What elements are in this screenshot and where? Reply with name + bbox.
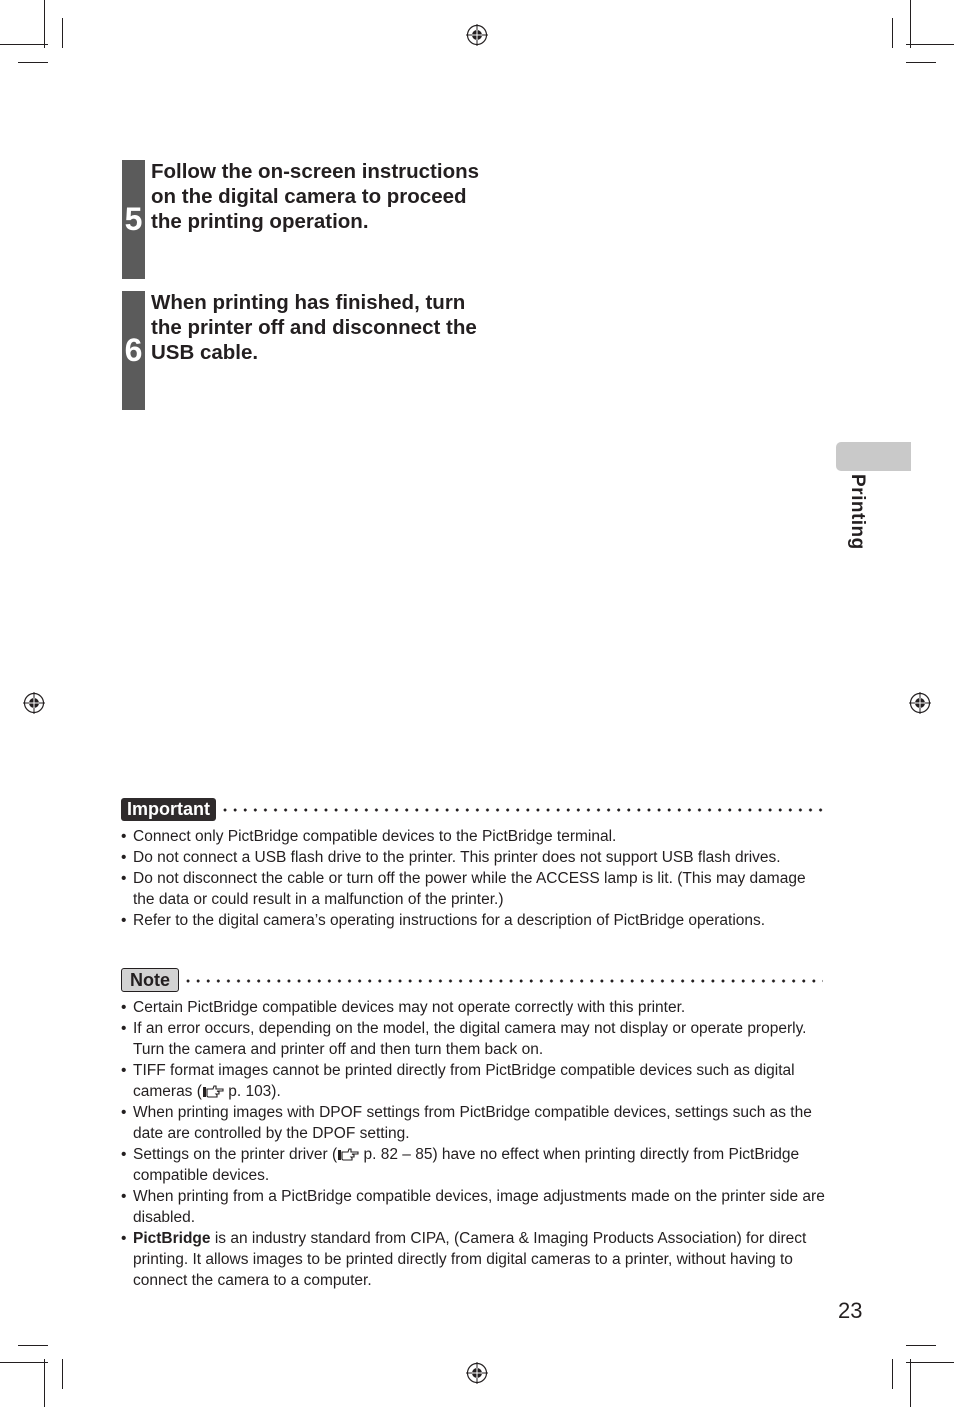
list-item-text: TIFF format images cannot be printed directly from PictBridge compatible devices such as digital cameras ( [133,1062,795,1100]
registration-mark-icon [466,24,488,46]
list-item: • Connect only PictBridge compatible devices to the PictBridge terminal. [121,826,826,847]
list-item-text: is an industry standard from CIPA, (Camera & Imaging Products Association) for direct printing. It allows images to be printed directly from digital cameras to a printer, without having to connect the camera to a computer. [133,1230,807,1289]
crop-mark [18,1345,48,1346]
crop-mark [0,44,48,45]
registration-mark-icon [909,692,931,714]
important-badge: Important [121,798,216,821]
crop-mark [892,18,893,48]
crop-mark [910,0,911,48]
crop-mark [906,62,936,63]
crop-mark [906,1345,936,1346]
note-badge: Note [121,968,179,992]
note-header [121,968,823,992]
important-header [121,797,823,821]
crop-mark [906,44,954,45]
crop-mark [18,62,48,63]
list-item: • Do not connect a USB flash drive to the printer. This printer does not support USB flash drives. [121,847,826,868]
list-item [121,1228,826,1291]
section-tab [836,442,911,471]
list-item-text: Settings on the printer driver ( [133,1146,338,1163]
list-item-text: p. 103). [223,1083,281,1100]
step-number-badge: 5 [122,160,145,279]
registration-mark-icon [466,1362,488,1384]
page-number: 23 [838,1298,863,1323]
dotted-rule [220,808,823,812]
registration-mark-icon [23,692,45,714]
important-list [121,826,826,931]
list-item [121,1060,826,1102]
step-instruction: Follow the on-screen instructions on the digital camera to proceed the printing operation. [151,160,480,233]
crop-mark [62,1359,63,1389]
dotted-rule [183,979,823,983]
list-item-text: p. 82 – 85) have no effect when printing directly from PictBridge compatible devices. [133,1146,800,1184]
list-item: • When printing from a PictBridge compatible devices, image adjustments made on the printer side are disabled. [121,1186,826,1228]
crop-mark [892,1359,893,1389]
crop-mark [44,0,45,48]
section-tab-label: Printing [847,474,868,550]
term-bold: PictBridge [133,1230,211,1247]
crop-mark [0,1362,48,1363]
crop-mark [44,1359,45,1407]
crop-mark [62,18,63,48]
page-reference-icon [202,1084,224,1099]
crop-mark [906,1362,954,1363]
list-item: • Do not disconnect the cable or turn off the power while the ACCESS lamp is lit. (This may damage the data or could result in a malfunction of the printer.) [121,868,826,910]
page-reference-icon [337,1147,359,1162]
list-item: • Certain PictBridge compatible devices may not operate correctly with this printer. [121,997,826,1018]
step-number-badge: 6 [122,291,145,410]
note-list [121,997,826,1291]
list-item: • Refer to the digital camera’s operating instructions for a description of PictBridge operations. [121,910,826,931]
crop-mark [910,1359,911,1407]
list-item [121,1144,826,1186]
step-instruction: When printing has finished, turn the printer off and disconnect the USB cable. [151,291,477,364]
list-item: • If an error occurs, depending on the model, the digital camera may not display or operate properly. Turn the camera and printer off and then turn them back on. [121,1018,826,1060]
list-item: • When printing images with DPOF settings from PictBridge compatible devices, settings such as the date are controlled by the DPOF setting. [121,1102,826,1144]
